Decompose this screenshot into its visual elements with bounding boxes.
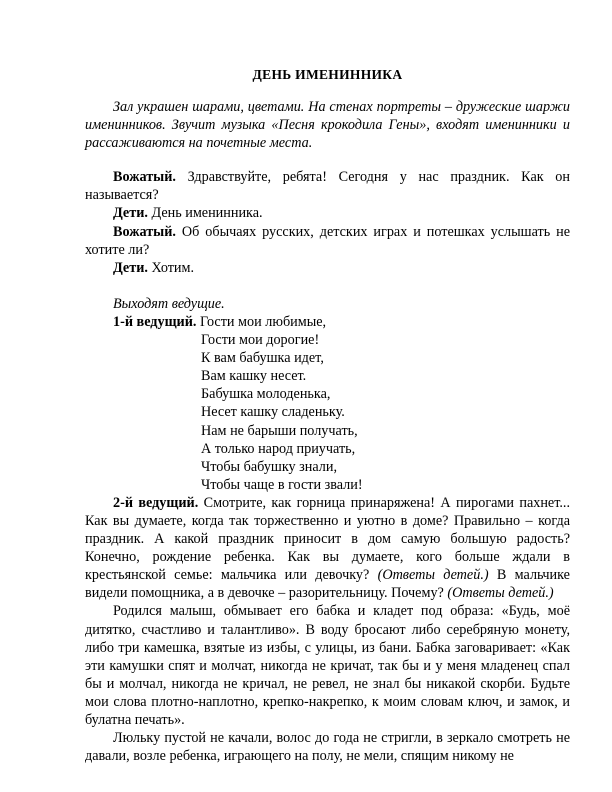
dialogue-line xyxy=(85,259,570,277)
dialogue-line xyxy=(85,168,570,204)
dialogue-line xyxy=(85,204,570,222)
speaker-name: Вожатый. xyxy=(113,169,176,186)
verse-line: Чтобы бабушку знали, xyxy=(201,458,338,475)
verse-block xyxy=(85,313,570,494)
verse-line: К вам бабушка идет, xyxy=(201,350,324,367)
speaker-name: Вожатый. xyxy=(113,223,176,240)
children-answers-note: (Ответы детей.) xyxy=(447,585,554,602)
verse-line: Чтобы чаще в гости звали! xyxy=(201,476,363,493)
body-paragraph: Люльку пустой не качали, волос до года не стригли, в зеркало смотреть не давали, возле ребенка, играющего на полу, не мели, спящим никому не xyxy=(85,730,570,765)
spacer xyxy=(85,277,570,295)
speaker-name: 2-й ведущий. xyxy=(113,494,199,511)
verse-line-first xyxy=(85,313,570,331)
verse-line: Несет кашку сладеньку. xyxy=(201,404,345,421)
dialogue-text: Об обычаях русских, детских играх и потешках услышать не хотите ли? xyxy=(85,223,570,258)
dialogue-text: Хотим. xyxy=(147,259,195,276)
dialogue-text: Здравствуйте, ребята! Сегодня у нас праздник. Как он называется? xyxy=(85,169,570,204)
document-body xyxy=(85,66,570,765)
speaker-name: 1-й ведущий. xyxy=(113,313,197,330)
verse-line: Гости мои любимые, xyxy=(200,313,327,330)
spacer xyxy=(85,152,570,168)
verse-line: Вам кашку несет. xyxy=(201,368,307,385)
speaker-name: Дети. xyxy=(113,259,148,276)
dialogue-text: День именинника. xyxy=(147,205,263,222)
verse-line: Бабушка молоденька, xyxy=(201,386,331,403)
paragraph-text: Смотрите, как горница принаряжена! А пирогами пахнет... Как вы думаете, когда так торжественно и уютно в доме? Правильно – когда праздник. А какой праздник приносит в дом самую большую радость? Конечно, рождение ребенка. Как вы думаете, кого больше ждали в крестьянской семье: мальчика или девочку? xyxy=(85,494,570,584)
paragraph-text: В мальчике видели помощника, а в девочке – разорительницу. Почему? xyxy=(85,567,570,602)
document-title: ДЕНЬ ИМЕНИННИКА xyxy=(252,67,403,82)
children-answers-note: (Ответы детей.) xyxy=(377,567,489,584)
stage-direction: Выходят ведущие. xyxy=(113,295,225,312)
body-paragraph: Родился малыш, обмывает его бабка и кладет под образа: «Будь, моё дитятко, счастливо и талантливо». В воду бросают либо серебряную монету, либо три камешка, взятые из избы, с улицы, из бани. Бабка заговаривает: «Как эти камушки спят и молчат, никогда не кричат, так бы и у меня младенец спал бы и молчал, никогда не кричал, не ревел, не знал бы никакой скорби. Будьте мои слова плотно-наплотно, крепко-накрепко, к моим словам ключ, и замок, и булатна печать». xyxy=(85,603,570,728)
verse-line: А только народ приучать, xyxy=(201,440,356,457)
speaker-name: Дети. xyxy=(113,205,148,222)
lead2-paragraph xyxy=(85,494,570,603)
verse-line: Нам не барыши получать, xyxy=(201,422,358,439)
dialogue-line xyxy=(85,223,570,259)
verse-line: Гости мои дорогие! xyxy=(201,332,320,349)
intro-paragraph: Зал украшен шарами, цветами. На стенах портреты – дружеские шаржи именинников. Звучит музыка «Песня крокодила Гены», входят именинники и рассаживаются на почетные места. xyxy=(85,99,570,152)
